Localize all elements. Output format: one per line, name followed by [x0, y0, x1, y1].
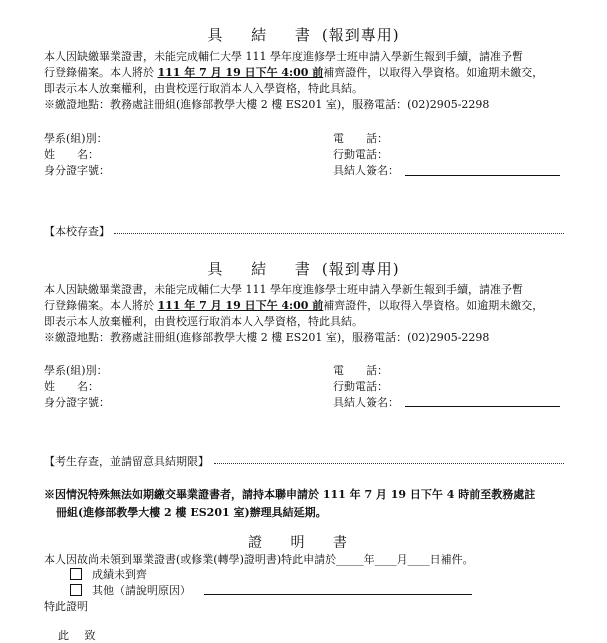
section1-field-dept: 學系(組)別： [44, 132, 108, 145]
section2-field-id: 身分證字號： [44, 396, 110, 409]
extension-notice [44, 486, 574, 522]
certificate-title: 證 明 書 [248, 535, 359, 551]
section2-title-sub: (報到專用) [321, 260, 400, 278]
notice-line1: ※因情況特殊無法如期繳交畢業證書者，請持本聯申請於 111 年 7 月 19 日下午 4 時前至教務處註 [44, 488, 536, 501]
section1-field-id: 身分證字號： [44, 164, 110, 177]
separator-student-copy [44, 453, 564, 469]
separator1-label: 【本校存查】 [44, 223, 113, 239]
section2-field-name: 姓 名： [44, 380, 99, 393]
certificate-line1: 本人因故尚未領到畢業證書(或修業(轉學)證明書)特此申請於_____年____月____日補件。 [44, 553, 474, 566]
section1-title-main: 具 結 書 [207, 26, 322, 44]
certificate-closing2: 此 致 [58, 629, 102, 642]
separator1-dotted-line [114, 233, 564, 234]
certificate-closing1: 特此證明 [44, 600, 88, 613]
section1-para-line4: ※繳證地點：教務處註冊組(進修部教學大樓 2 樓 ES201 室)，服務電話：(02)2905-2298 [44, 98, 490, 111]
section2-field-phone: 電 話： [333, 364, 388, 377]
section1-field-name: 姓 名： [44, 148, 99, 161]
section2-paragraph [44, 282, 574, 346]
other-reason-line[interactable] [204, 594, 472, 595]
notice-line2: 冊組(進修部教學大樓 2 樓 ES201 室)辦理具結延期。 [56, 506, 327, 519]
section2-title [0, 258, 607, 279]
separator-school-copy [44, 223, 564, 239]
section1-para-line3: 即表示本人放棄權利，由貴校逕行取消本人入學資格，特此具結。 [44, 82, 363, 95]
section2-para-line4: ※繳證地點：教務處註冊組(進修部教學大樓 2 樓 ES201 室)，服務電話：(02)2905-2298 [44, 331, 490, 344]
section1-field-sign: 具結人簽名： [333, 164, 399, 177]
section1-para-line1: 本人因缺繳畢業證書，未能完成輔仁大學 111 學年度進修學士班申請入學新生報到手續，請准予暫 [44, 50, 523, 63]
section2-para-line3: 即表示本人放棄權利，由貴校逕行取消本人入學資格，特此具結。 [44, 315, 363, 328]
separator2-label: 【考生存查，並請留意具結期限】 [44, 453, 212, 469]
checkbox-grades-pending[interactable] [70, 568, 82, 580]
section2-field-sign: 具結人簽名： [333, 396, 399, 409]
section1-title-sub: (報到專用) [321, 26, 400, 44]
section2-signature-line[interactable] [405, 406, 560, 407]
section2-field-dept: 學系(組)別： [44, 364, 108, 377]
section2-para-line1: 本人因缺繳畢業證書，未能完成輔仁大學 111 學年度進修學士班申請入學新生報到手續，請准予暫 [44, 283, 523, 296]
separator2-dotted-line [214, 463, 564, 464]
section1-deadline: 111 年 7 月 19 日下午 4:00 前 [157, 66, 324, 79]
section1-paragraph [44, 49, 574, 113]
section1-field-mobile: 行動電話： [333, 148, 388, 161]
section1-title [0, 24, 607, 45]
section2-deadline: 111 年 7 月 19 日下午 4:00 前 [157, 299, 324, 312]
section1-para-line2: 行登錄備案。本人將於 111 年 7 月 19 日下午 4:00 前補齊證件，以取得入學資格。如逾期未繳交， [44, 66, 544, 79]
section2-field-mobile: 行動電話： [333, 380, 388, 393]
option-grades-pending: 成績未到齊 [92, 568, 147, 581]
option-other-reason: 其他（請說明原因） [92, 584, 191, 597]
section1-signature-line[interactable] [405, 175, 560, 176]
section2-para-line2: 行登錄備案。本人將於 111 年 7 月 19 日下午 4:00 前補齊證件，以取得入學資格。如逾期未繳交， [44, 299, 544, 312]
checkbox-other-reason[interactable] [70, 584, 82, 596]
section1-field-phone: 電 話： [333, 132, 388, 145]
section2-title-main: 具 結 書 [207, 260, 322, 278]
